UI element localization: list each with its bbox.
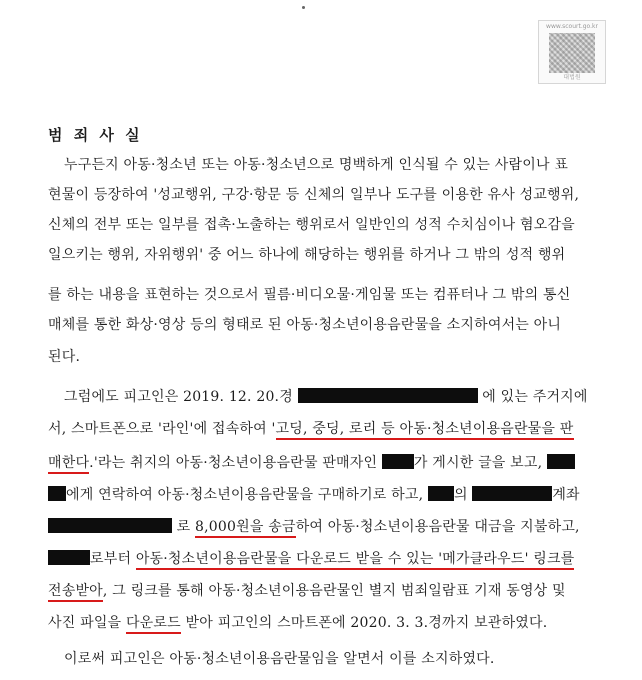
para1-line6: 매체를 통한 화상·영상 등의 형태로 된 아동·청소년이용음란물을 소지하여서는 아니 — [48, 317, 562, 333]
text-segment: 하여 아동·청소년이용음란물 대금을 지불하고, — [295, 519, 580, 535]
qr-url: www.scourt.go.kr — [546, 23, 598, 30]
redaction-block — [48, 550, 90, 565]
redaction-block — [48, 486, 66, 501]
verification-qr-stamp — [538, 20, 606, 84]
redaction-block — [382, 454, 414, 469]
text-segment: 사진 파일을 — [48, 615, 122, 631]
qr-code-icon — [549, 33, 595, 73]
redaction-block — [547, 454, 575, 469]
qr-caption: 대법원 — [563, 74, 581, 81]
para2-line4 — [48, 484, 580, 504]
underlined-text: 매한다 — [48, 455, 89, 474]
para1-line5: 를 하는 내용을 표현하는 것으로서 필름·비디오물·게임물 또는 컴퓨터나 그 밖의 통신 — [48, 287, 571, 303]
para1-line2: 현물이 등장하여 '성교행위, 구강·항문 등 신체의 일부나 도구를 이용한 유사 성교행위, — [48, 187, 580, 203]
para2-line2 — [48, 418, 574, 438]
para1-line3: 신체의 전부 또는 일부를 접촉·노출하는 행위로서 일반인의 성적 수치심이나 혐오감을 — [48, 217, 575, 233]
para2-line8 — [48, 612, 547, 632]
para1-line7: 된다. — [48, 349, 81, 365]
underlined-text: 아동·청소년이용음란물을 다운로드 받을 수 있는 '메가클라우드' 링크를 — [136, 551, 575, 570]
text-segment: 의 — [453, 487, 468, 503]
text-segment: 서, 스마트폰으로 '라인'에 접속하여 ' — [48, 421, 276, 437]
para1-line4: 일으키는 행위, 자위행위' 중 어느 하나에 해당하는 행위를 하거나 그 밖의 성적 행위 — [48, 247, 566, 263]
underlined-text: 전송받아 — [48, 583, 103, 602]
redaction-block — [472, 486, 552, 501]
text-segment: .'라는 취지의 아동·청소년이용음란물 판매자인 — [89, 455, 378, 471]
redaction-block — [298, 388, 478, 403]
text-segment: 가 게시한 글을 보고, — [413, 455, 543, 471]
text-segment: 계좌 — [552, 487, 580, 503]
text-segment: 로 — [176, 519, 191, 535]
para2-line5 — [48, 516, 580, 536]
para2-line3 — [48, 452, 575, 472]
para1-line1: 누구든지 아동·청소년 또는 아동·청소년으로 명백하게 인식될 수 있는 사람이나 표 — [64, 157, 569, 173]
redaction-block — [48, 518, 172, 533]
text-segment: 그럼에도 피고인은 2019. 12. 20.경 — [64, 389, 293, 405]
text-segment: 받아 피고인의 스마트폰에 2020. 3. 3.경까지 보관하였다. — [185, 615, 548, 631]
text-segment: 에게 연락하여 아동·청소년이용음란물을 구매하기로 하고, — [66, 487, 424, 503]
redaction-block — [428, 486, 454, 501]
text-segment: , 그 링크를 통해 아동·청소년이용음란물인 별지 범죄일람표 기재 동영상 및 — [102, 583, 566, 599]
para2-line7 — [48, 580, 566, 600]
section-title: 범 죄 사 실 — [48, 126, 143, 144]
para3-line: 이로써 피고인은 아동·청소년이용음란물임을 알면서 이를 소지하였다. — [64, 651, 495, 667]
text-segment: 에 있는 주거지에 — [482, 389, 588, 405]
para2-line1 — [64, 386, 588, 406]
para2-line6 — [48, 548, 574, 568]
text-segment: 로부터 — [90, 551, 132, 567]
scan-dot — [302, 6, 305, 9]
underlined-text: 다운로드 — [126, 615, 181, 634]
underlined-text: 고딩, 중딩, 로리 등 아동·청소년이용음란물을 판 — [276, 421, 574, 440]
underlined-text: 8,000원을 송금 — [195, 519, 296, 538]
